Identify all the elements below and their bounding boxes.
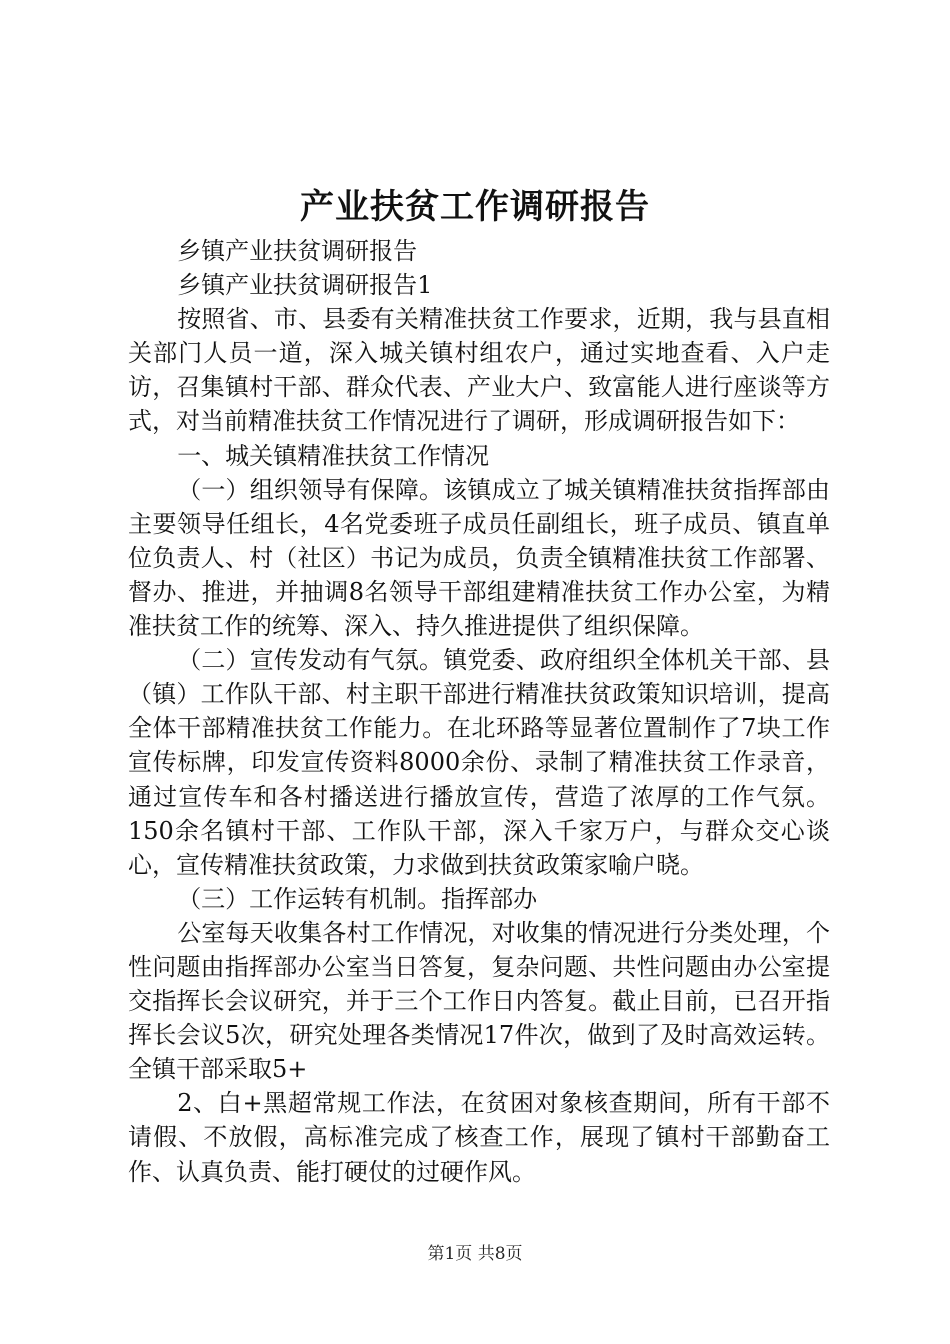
paragraph-heading-one: 一、城关镇精准扶贫工作情况 [177,441,490,470]
paragraph-mechanism-heading: （三）工作运转有机制。指挥部办 [177,884,538,913]
paragraph-section-heading: 乡镇产业扶贫调研报告1 [177,271,433,300]
paragraph-intro: 按照省、市、县委有关精准扶贫工作要求，近期，我与县直相关部门人员一道，深入城关镇村组农户，通过实地查看、入户走访，召集镇村干部、群众代表、产业大户、致富能人进行座谈等方式，对当前精准扶贫工作情况进行了调研，形成调研报告如下： [128,305,830,436]
paragraph-mechanism: 公室每天收集各村工作情况，对收集的情况进行分类处理，个性问题由指挥部办公室当日答复，复杂问题、共性问题由办公室提交指挥长会议研究，并于三个工作日内答复。截止目前，已召开指挥长会议5次，研究处理各类情况17件次，做到了及时高效运转。全镇干部采取5+ [128,918,830,1084]
paragraph-publicity: （二）宣传发动有气氛。镇党委、政府组织全体机关干部、县（镇）工作队干部、村主职干部进行精准扶贫政策知识培训，提高全体干部精准扶贫工作能力。在北环路等显著位置制作了7块工作宣传标牌，印发宣传资料8000余份、录制了精准扶贫工作录音，通过宣传车和各村播送进行播放宣传，营造了浓厚的工作气氛。150余名镇村干部、工作队干部，深入千家万户，与群众交心谈心，宣传精准扶贫政策，力求做到扶贫政策家喻户晓。 [128,646,830,879]
page-number-footer: 第1页 共8页 [427,1244,523,1264]
paragraph-subtitle: 乡镇产业扶贫调研报告 [177,237,418,265]
document-body [128,234,830,1189]
document-title: 产业扶贫工作调研报告 [300,187,650,227]
paragraph-work-method: 2、白+黑超常规工作法，在贫困对象核查期间，所有干部不请假、不放假，高标准完成了核查工作，展现了镇村干部勤奋工作、认真负责、能打硬仗的过硬作风。 [128,1089,830,1186]
paragraph-organization: （一）组织领导有保障。该镇成立了城关镇精准扶贫指挥部由主要领导任组长，4名党委班子成员任副组长，班子成员、镇直单位负责人、村（社区）书记为成员，负责全镇精准扶贫工作部署、督办、推进，并抽调8名领导干部组建精准扶贫工作办公室，为精准扶贫工作的统筹、深入、持久推进提供了组织保障。 [128,475,830,641]
